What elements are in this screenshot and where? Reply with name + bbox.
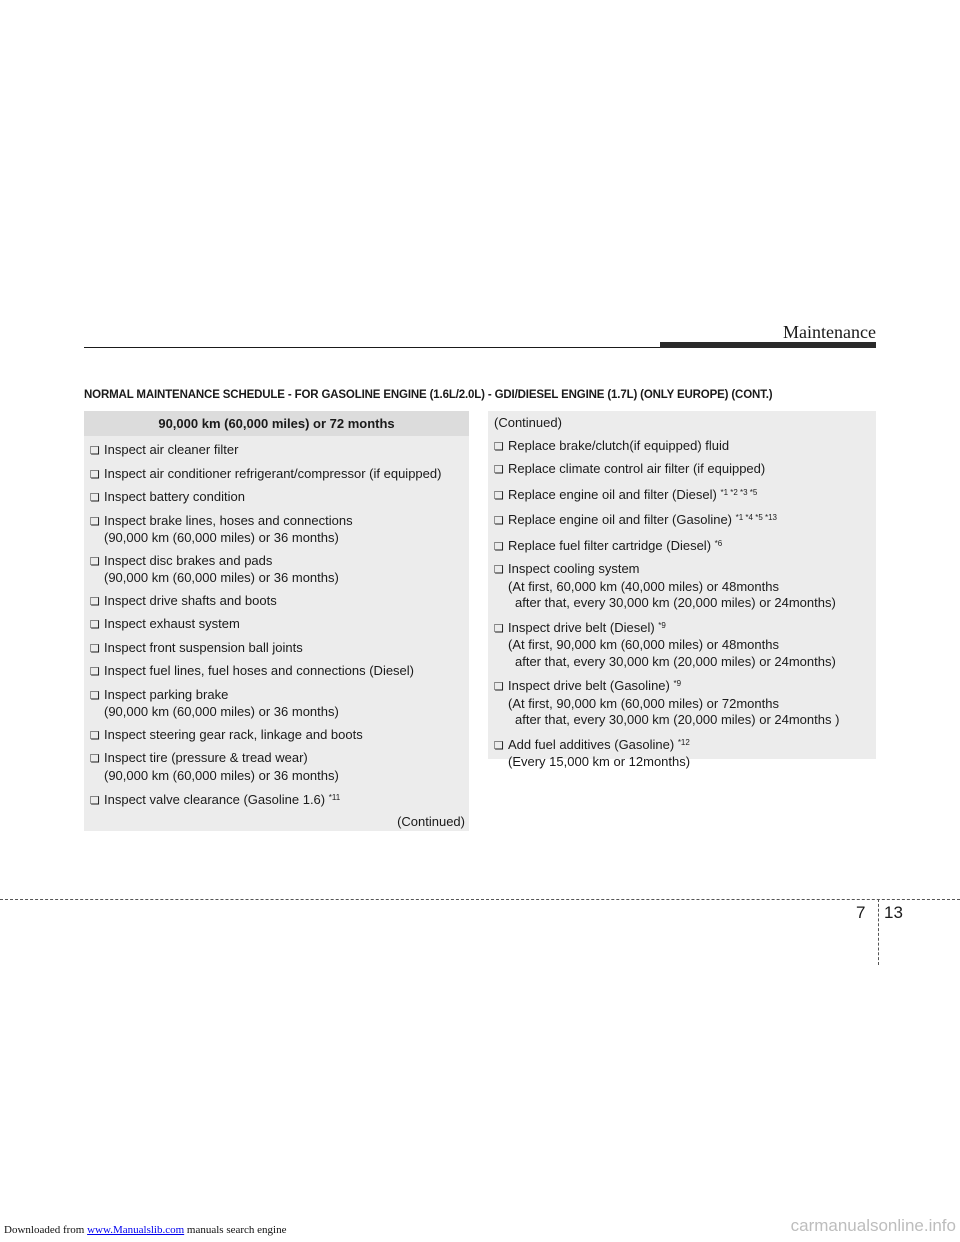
item-text: Inspect drive shafts and boots [104, 592, 277, 608]
checkbox-icon: ❏ [90, 468, 100, 481]
list-item [494, 485, 872, 505]
checkbox-icon: ❏ [494, 540, 504, 553]
item-text: Inspect parking brake [104, 686, 229, 702]
right-schedule-panel [488, 411, 876, 769]
item-line [90, 513, 465, 531]
item-detail: (Every 15,000 km or 12months) [508, 754, 691, 769]
header-rule [84, 347, 660, 348]
list-item [90, 616, 465, 634]
list-item [90, 750, 465, 784]
item-line [90, 750, 465, 768]
item-detail: (90,000 km (60,000 miles) or 36 months) [104, 704, 339, 719]
checkbox-icon: ❏ [90, 445, 100, 457]
right-item-list [488, 438, 876, 771]
list-item [494, 561, 872, 612]
checkbox-icon: ❏ [90, 595, 100, 608]
item-text: Replace engine oil and filter (Diesel) [508, 486, 721, 502]
item-text: Replace fuel filter cartridge (Diesel) [508, 537, 715, 553]
item-line [90, 442, 465, 460]
footer-suffix: manuals search engine [184, 1224, 287, 1236]
page-divider-vertical [878, 899, 879, 965]
page-number: 13 [884, 903, 903, 922]
item-text: Replace climate control air filter (if equipped) [508, 461, 766, 476]
item-detail: after that, every 30,000 km (20,000 miles) or 24months) [515, 653, 836, 669]
list-item [90, 513, 465, 547]
list-item [90, 593, 465, 611]
item-text: Replace engine oil and filter (Gasoline) [508, 512, 736, 527]
item-line [90, 489, 465, 507]
item-text: Inspect brake lines, hoses and connections [104, 512, 353, 528]
list-item [90, 489, 465, 507]
footnote-ref: *12 [677, 737, 690, 747]
item-line [494, 461, 872, 479]
checkbox-icon: ❏ [494, 464, 504, 476]
section-title: Maintenance [783, 322, 876, 342]
list-item [90, 466, 465, 484]
checkbox-icon: ❏ [494, 681, 504, 693]
download-footer [4, 1224, 286, 1236]
list-item [494, 510, 872, 530]
schedule-heading: NORMAL MAINTENANCE SCHEDULE - FOR GASOLINE ENGINE (1.6L/2.0L) - GDI/DIESEL ENGINE (1.7L) (ONLY EUROPE) (CONT.) [84, 389, 773, 401]
footnote-ref: *9 [673, 679, 682, 688]
checkbox-icon: ❏ [494, 564, 504, 576]
item-line [90, 553, 465, 571]
item-line [494, 485, 872, 505]
checkbox-icon: ❏ [90, 666, 100, 678]
list-item [90, 790, 465, 810]
item-detail: after that, every 30,000 km (20,000 miles) or 24months) [515, 595, 836, 610]
item-text: Inspect front suspension ball joints [104, 639, 303, 655]
footnote-ref: *9 [658, 620, 666, 630]
continued-label-top: (Continued) [494, 415, 562, 430]
item-text: Inspect cooling system [508, 561, 640, 576]
checkbox-icon: ❏ [90, 729, 100, 742]
item-text: Inspect air cleaner filter [104, 442, 239, 457]
item-line [494, 510, 872, 530]
item-line [90, 616, 465, 634]
list-item [494, 618, 872, 671]
list-item [90, 640, 465, 658]
item-text: Inspect tire (pressure & tread wear) [104, 750, 308, 765]
item-detail: (At first, 60,000 km (40,000 miles) or 48months [508, 578, 779, 594]
item-line [90, 790, 465, 810]
item-line [494, 735, 872, 755]
checkbox-icon: ❏ [90, 795, 100, 807]
item-text: Inspect drive belt (Gasoline) [508, 678, 674, 693]
list-item [494, 536, 872, 556]
footer-prefix: Downloaded from [4, 1224, 88, 1236]
list-item [494, 735, 872, 771]
interval-title: 90,000 km (60,000 miles) or 72 months [84, 411, 469, 436]
checkbox-icon: ❏ [90, 689, 100, 702]
chapter-number: 7 [856, 903, 866, 922]
item-text: Inspect battery condition [104, 489, 245, 504]
item-text: Inspect disc brakes and pads [104, 552, 273, 568]
item-line [494, 536, 872, 556]
item-line [90, 687, 465, 705]
checkbox-icon: ❏ [494, 440, 504, 453]
item-line [90, 727, 465, 745]
item-detail: (90,000 km (60,000 miles) or 36 months) [104, 767, 339, 783]
manualslib-link[interactable]: www.Manualslib.com [87, 1224, 185, 1236]
continued-label: (Continued) [397, 813, 465, 829]
checkbox-icon: ❏ [90, 492, 100, 504]
footnote-ref: *1 *4 *5 *13 [735, 513, 778, 522]
item-detail: (90,000 km (60,000 miles) or 36 months) [104, 530, 339, 545]
list-item [90, 663, 465, 681]
item-text: Inspect air conditioner refrigerant/compressor (if equipped) [104, 465, 442, 481]
checkbox-icon: ❏ [494, 622, 504, 635]
checkbox-icon: ❏ [494, 739, 504, 752]
checkbox-icon: ❏ [90, 642, 100, 655]
item-text: Add fuel additives (Gasoline) [508, 736, 678, 752]
item-detail: (90,000 km (60,000 miles) or 36 months) [104, 570, 339, 585]
item-line [494, 438, 872, 456]
item-line [90, 593, 465, 611]
list-item [494, 676, 872, 729]
list-item [494, 438, 872, 456]
item-text: Inspect fuel lines, fuel hoses and connections (Diesel) [104, 663, 415, 678]
item-line [90, 640, 465, 658]
item-line [90, 466, 465, 484]
left-schedule-panel [84, 411, 469, 831]
header-rule-accent [660, 342, 876, 348]
item-line [90, 663, 465, 681]
list-item [494, 461, 872, 479]
item-detail: (At first, 90,000 km (60,000 miles) or 72months [508, 695, 779, 711]
list-item [90, 727, 465, 745]
item-text: Replace brake/clutch(if equipped) fluid [508, 437, 730, 453]
item-text: Inspect drive belt (Diesel) [508, 619, 659, 635]
footnote-ref: *6 [714, 538, 723, 548]
footnote-ref: *1 *2 *3 *5 [720, 487, 758, 497]
list-item [90, 687, 465, 721]
item-text: Inspect exhaust system [104, 616, 240, 631]
left-item-list [84, 442, 469, 810]
checkbox-icon: ❏ [494, 489, 504, 502]
list-item [90, 553, 465, 587]
watermark: carmanualsonline.info [790, 1216, 956, 1235]
page-divider [0, 899, 960, 900]
footnote-ref: *11 [328, 793, 341, 802]
item-line [494, 618, 872, 638]
item-line [494, 561, 872, 579]
item-line [494, 676, 872, 696]
checkbox-icon: ❏ [90, 555, 100, 568]
checkbox-icon: ❏ [90, 753, 100, 765]
item-text: Inspect valve clearance (Gasoline 1.6) [104, 792, 329, 807]
item-detail: (At first, 90,000 km (60,000 miles) or 48months [508, 637, 779, 652]
item-text: Inspect steering gear rack, linkage and boots [104, 726, 363, 742]
checkbox-icon: ❏ [90, 619, 100, 631]
list-item [90, 442, 465, 460]
checkbox-icon: ❏ [90, 515, 100, 528]
checkbox-icon: ❏ [494, 515, 504, 527]
item-detail: after that, every 30,000 km (20,000 miles) or 24months ) [515, 712, 840, 727]
